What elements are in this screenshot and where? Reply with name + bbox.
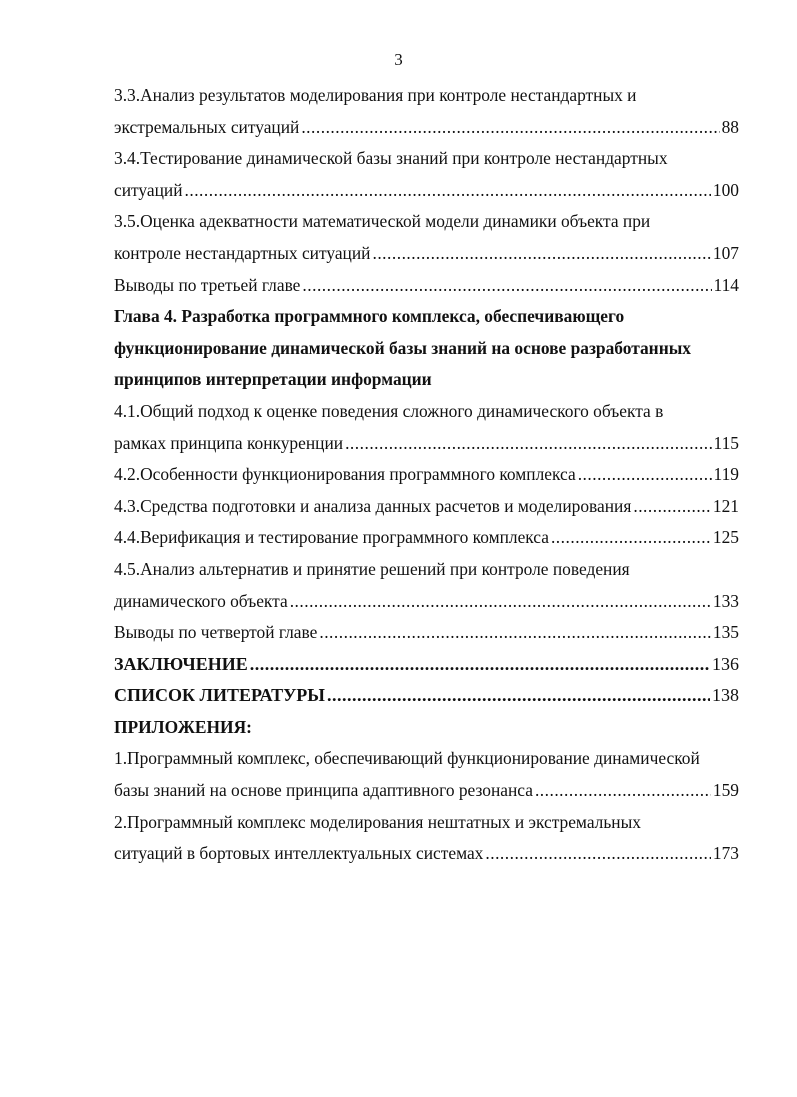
toc-page-number: 88 — [721, 116, 739, 137]
dot-leader — [301, 112, 719, 144]
toc-entry-title: рамках принципа конкуренции — [114, 432, 344, 453]
toc-entry-title: 4.4.Верификация и тестирование программного комплекса — [114, 527, 549, 548]
toc-entry-line — [114, 807, 739, 839]
toc-page-number: 133 — [712, 590, 739, 611]
toc-entry-line — [114, 743, 739, 775]
dot-leader — [535, 775, 711, 807]
page-number: 3 — [394, 50, 403, 69]
toc-entry[interactable] — [114, 649, 739, 681]
dot-leader — [185, 175, 711, 207]
toc-text: Глава 4. Разработка программного комплекса, обеспечивающего — [114, 306, 625, 327]
toc-entry[interactable] — [114, 238, 739, 270]
toc-entry-title: Выводы по четвертой главе — [114, 622, 318, 643]
toc-text: 4.5.Анализ альтернатив и принятие решений при контроле поведения — [114, 558, 630, 579]
toc-heading-line — [114, 364, 739, 396]
toc-text: принципов интерпретации информации — [114, 369, 432, 390]
toc-text: 4.1.Общий подход к оценке поведения сложного динамического объекта в — [114, 400, 664, 421]
toc-entry-title: 4.3.Средства подготовки и анализа данных расчетов и моделирования — [114, 495, 632, 516]
toc-heading-line — [114, 333, 739, 365]
dot-leader — [345, 428, 711, 460]
dot-leader — [250, 649, 710, 681]
toc-entry-title: экстремальных ситуаций — [114, 116, 300, 137]
toc-heading-line — [114, 301, 739, 333]
toc-entry[interactable] — [114, 586, 739, 618]
dot-leader — [578, 459, 712, 491]
dot-leader — [372, 238, 710, 270]
dot-leader — [485, 838, 711, 870]
toc-entry[interactable] — [114, 491, 739, 523]
toc-text: 3.5.Оценка адекватности математической модели динамики объекта при — [114, 211, 651, 232]
toc-entry-title: динамического объекта — [114, 590, 288, 611]
toc-entry[interactable] — [114, 112, 739, 144]
toc-entry-title: ЗАКЛЮЧЕНИЕ — [114, 653, 248, 674]
toc-entry[interactable] — [114, 270, 739, 302]
toc-entry-title: ситуаций — [114, 179, 183, 200]
toc-page-number: 159 — [712, 780, 739, 801]
toc-entry-title: СПИСОК ЛИТЕРАТУРЫ — [114, 685, 325, 706]
toc-entry-title: 4.2.Особенности функционирования программного комплекса — [114, 464, 576, 485]
toc-text: 3.4.Тестирование динамической базы знаний при контроле нестандартных — [114, 148, 668, 169]
toc-entry-title: контроле нестандартных ситуаций — [114, 242, 371, 263]
toc-entry[interactable] — [114, 459, 739, 491]
toc-page-number: 100 — [712, 179, 739, 200]
toc-entry-line — [114, 554, 739, 586]
toc-page-number: 107 — [712, 242, 739, 263]
toc-entry-line — [114, 206, 739, 238]
dot-leader — [290, 586, 711, 618]
dot-leader — [551, 522, 711, 554]
toc-entry-title: ситуаций в бортовых интеллектуальных системах — [114, 843, 484, 864]
toc-text: функционирование динамической базы знаний на основе разработанных — [114, 337, 691, 358]
dot-leader — [633, 491, 711, 523]
toc-text: 1.Программный комплекс, обеспечивающий функционирование динамической — [114, 748, 700, 769]
dot-leader — [319, 617, 711, 649]
toc-page-number: 121 — [712, 495, 739, 516]
table-of-contents — [114, 80, 739, 870]
toc-text: 2.Программный комплекс моделирования нештатных и экстремальных — [114, 811, 641, 832]
dot-leader — [302, 270, 711, 302]
toc-page-number: 138 — [712, 685, 739, 706]
toc-page-number: 173 — [712, 843, 739, 864]
toc-page-number: 135 — [712, 622, 739, 643]
toc-entry[interactable] — [114, 775, 739, 807]
toc-page-number: 115 — [713, 432, 739, 453]
toc-entry-title: Выводы по третьей главе — [114, 274, 301, 295]
toc-page-number: 119 — [713, 464, 739, 485]
toc-entry-line — [114, 143, 739, 175]
toc-entry[interactable] — [114, 617, 739, 649]
dot-leader — [327, 680, 710, 712]
toc-entry[interactable] — [114, 428, 739, 460]
toc-page-number: 136 — [712, 653, 739, 674]
toc-text: ПРИЛОЖЕНИЯ: — [114, 716, 252, 737]
toc-entry-line — [114, 396, 739, 428]
toc-entry-title: базы знаний на основе принципа адаптивного резонанса — [114, 780, 533, 801]
toc-entry-line — [114, 80, 739, 112]
toc-page-number: 125 — [712, 527, 739, 548]
toc-text: 3.3.Анализ результатов моделирования при контроле нестандартных и — [114, 85, 637, 105]
toc-entry[interactable] — [114, 680, 739, 712]
toc-entry[interactable] — [114, 175, 739, 207]
toc-entry[interactable] — [114, 838, 739, 870]
toc-page-number: 114 — [713, 274, 739, 295]
toc-heading-line — [114, 712, 739, 744]
toc-entry[interactable] — [114, 522, 739, 554]
